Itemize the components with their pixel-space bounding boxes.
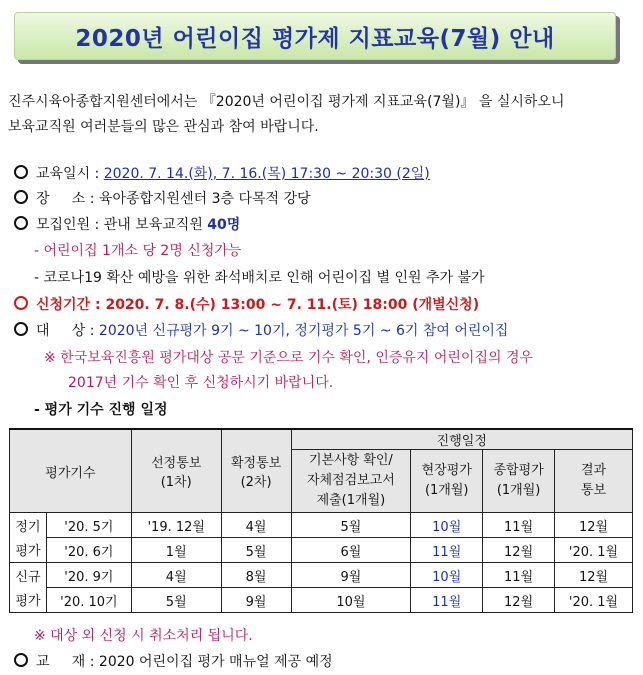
cell-result: 12월: [555, 563, 633, 588]
target-note: 2017년 기수 확인 후 신청하시기 바랍니다.: [68, 375, 334, 391]
table-row: [10, 563, 633, 588]
info-target: [14, 320, 508, 340]
info-place: [14, 188, 311, 208]
place-label: 장 소 :: [36, 191, 99, 207]
circle-bullet-icon: [14, 216, 28, 230]
cell-onsite: 10월: [411, 513, 483, 538]
recruit-count: 40명: [207, 217, 241, 233]
intro-paragraph: [8, 90, 633, 140]
date-label: 교육일시 :: [36, 166, 104, 182]
circle-bullet-icon: [14, 322, 28, 336]
schedule-table: [9, 428, 633, 613]
apply-label: 신청기간 :: [36, 297, 106, 313]
table-row: [10, 588, 633, 613]
cell-select: 5월: [131, 588, 221, 613]
group-label: 신규: [10, 563, 47, 588]
recruit-label: 모집인원 :: [36, 217, 104, 233]
cell-period: '20. 5기: [46, 513, 131, 538]
page-title: 2020년 어린이집 평가제 지표교육(7월) 안내: [75, 25, 555, 52]
cell-select: 4월: [131, 563, 221, 588]
cancel-note: ※ 대상 외 신청 시 취소처리 됩니다.: [34, 628, 253, 644]
cell-basic: 6월: [291, 538, 411, 563]
cell-confirm: 9월: [221, 588, 291, 613]
target-label: 대 상 :: [36, 323, 99, 339]
cell-onsite: 10월: [411, 563, 483, 588]
header-progress: 진행일정: [291, 429, 632, 450]
recruit-value: 관내 보육교직원: [103, 217, 208, 233]
header-onsite: 현장평가 (1개월): [411, 450, 483, 513]
info-apply-period: [14, 294, 479, 314]
target-value: 2020년 신규평가 9기 ~ 10기, 정기평가 5기 ~ 6기 참여 어린이집: [98, 323, 509, 339]
note-per-center: - 어린이집 1개소 당 2명 신청가능: [34, 243, 242, 259]
circle-bullet-icon: [14, 165, 28, 179]
table-row: [10, 513, 633, 538]
header-select: 선정통보 (1차): [131, 429, 221, 513]
header-period: 평가기수: [10, 429, 132, 513]
circle-bullet-icon: [14, 190, 28, 204]
cell-period: '20. 6기: [46, 538, 131, 563]
date-value[interactable]: 2020. 7. 14.(화), 7. 16.(목) 17:30 ~ 20:30 (2일): [103, 166, 430, 182]
material-value: 2020 어린이집 평가 매뉴얼 제공 예정: [98, 654, 333, 670]
place-value: 육아종합지원센터 3층 다목적 강당: [98, 191, 311, 207]
header-basic: 기본사항 확인/ 자체점검보고서 제출(1개월): [291, 450, 411, 513]
header-result: 결과 통보: [555, 450, 633, 513]
cell-overall: 12월: [483, 538, 555, 563]
group-label: 평가: [10, 538, 47, 563]
target-note: ※ 한국보육진흥원 평가대상 공문 기준으로 기수 확인, 인증유지 어린이집의 경우: [44, 350, 533, 366]
cell-confirm: 8월: [221, 563, 291, 588]
cell-basic: 9월: [291, 563, 411, 588]
info-date: [14, 163, 430, 183]
cell-overall: 12월: [483, 588, 555, 613]
intro-text: 보육교직원 여러분들의 많은 관심과 참여 바랍니다.: [8, 119, 319, 135]
material-label: 교 재 :: [36, 654, 99, 670]
circle-bullet-icon: [14, 296, 28, 310]
info-material: [14, 651, 333, 671]
group-label: 평가: [10, 588, 47, 613]
cell-result: '20. 1월: [555, 538, 633, 563]
cell-confirm: 4월: [221, 513, 291, 538]
intro-text: 을 실시하오니: [478, 94, 565, 110]
table-row: [10, 538, 633, 563]
title-banner: [14, 12, 616, 60]
intro-text: 진주시육아종합지원센터에서는: [8, 94, 202, 110]
cell-select: '19. 12월: [131, 513, 221, 538]
info-recruit: [14, 214, 240, 234]
cell-confirm: 5월: [221, 538, 291, 563]
cell-overall: 11월: [483, 513, 555, 538]
intro-program-name: 『2020년 어린이집 평가제 지표교육(7월)』: [201, 94, 475, 110]
cell-basic: 5월: [291, 513, 411, 538]
header-overall: 종합평가 (1개월): [483, 450, 555, 513]
apply-value: 2020. 7. 8.(수) 13:00 ~ 7. 11.(토) 18:00 (개별신청): [105, 297, 480, 313]
cell-select: 1월: [131, 538, 221, 563]
cell-period: '20. 10기: [46, 588, 131, 613]
cell-overall: 11월: [483, 563, 555, 588]
cell-result: 12월: [555, 513, 633, 538]
circle-bullet-icon: [14, 653, 28, 667]
schedule-title: - 평가 기수 진행 일정: [34, 402, 168, 418]
cell-period: '20. 9기: [46, 563, 131, 588]
header-confirm: 확정통보 (2차): [221, 429, 291, 513]
cell-onsite: 11월: [411, 588, 483, 613]
group-label: 정기: [10, 513, 47, 538]
cell-onsite: 11월: [411, 538, 483, 563]
cell-result: '20. 1월: [555, 588, 633, 613]
note-covid: - 코로나19 확산 예방을 위한 좌석배치로 인해 어린이집 별 인원 추가 불가: [34, 270, 485, 286]
cell-basic: 10월: [291, 588, 411, 613]
